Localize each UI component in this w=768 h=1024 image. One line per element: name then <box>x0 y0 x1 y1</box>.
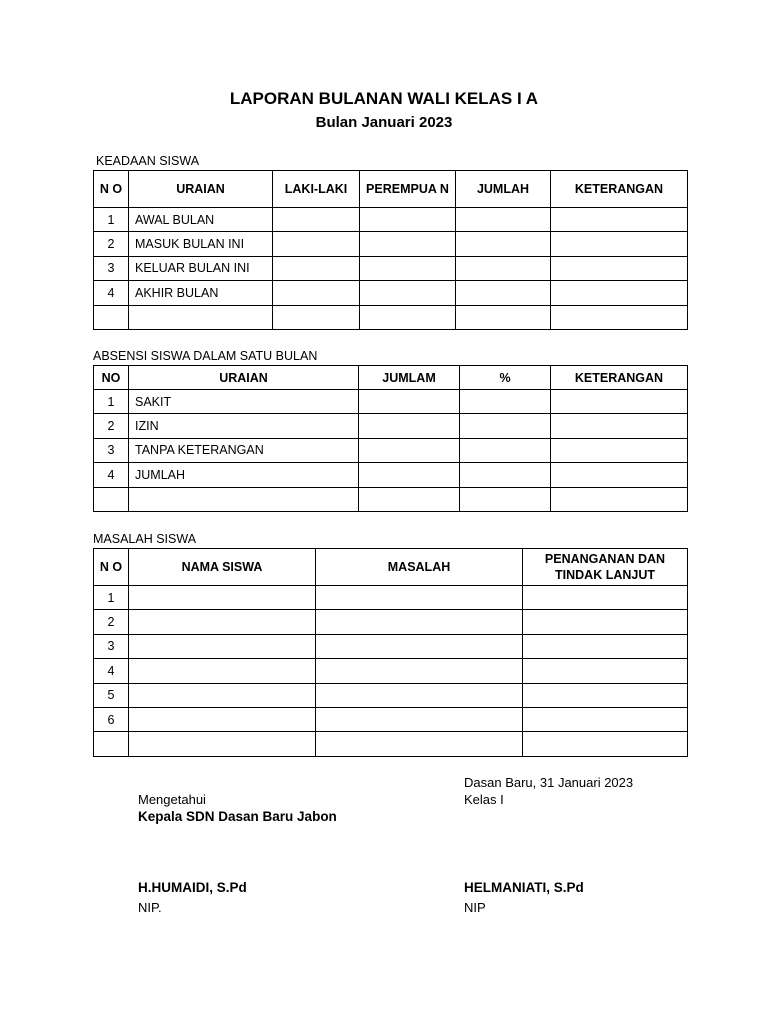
absensi-cell: TANPA KETERANGAN <box>129 438 359 462</box>
absensi-cell <box>359 438 460 462</box>
keadaan-row <box>94 232 688 256</box>
keadaan-row <box>94 208 688 232</box>
absensi-table <box>93 365 688 512</box>
keadaan-header-cell: PEREMPUA N <box>360 171 456 208</box>
masalah-header-cell: MASALAH <box>316 549 523 586</box>
absensi-cell <box>460 414 551 438</box>
masalah-cell <box>129 634 316 658</box>
keadaan-cell <box>551 256 688 280</box>
absensi-row <box>94 438 688 462</box>
keadaan-header-row <box>94 171 688 208</box>
keadaan-cell <box>360 208 456 232</box>
absensi-cell <box>460 487 551 511</box>
keadaan-cell: AKHIR BULAN <box>129 281 273 305</box>
masalah-cell <box>129 732 316 756</box>
keadaan-header-cell: N O <box>94 171 129 208</box>
absensi-cell <box>460 390 551 414</box>
masalah-cell <box>523 659 688 683</box>
left-signer-name: H.HUMAIDI, S.Pd <box>138 880 247 895</box>
keadaan-cell <box>551 281 688 305</box>
masalah-row <box>94 586 688 610</box>
absensi-cell <box>129 487 359 511</box>
masalah-cell <box>129 659 316 683</box>
keadaan-row <box>94 281 688 305</box>
masalah-cell <box>316 659 523 683</box>
absensi-cell: JUMLAH <box>129 463 359 487</box>
masalah-row <box>94 732 688 756</box>
absensi-header-cell: JUMLAM <box>359 366 460 390</box>
absensi-cell <box>359 487 460 511</box>
masalah-cell: 1 <box>94 586 129 610</box>
absensi-row <box>94 487 688 511</box>
masalah-cell: 6 <box>94 707 129 731</box>
absensi-header-cell: KETERANGAN <box>551 366 688 390</box>
keadaan-cell: AWAL BULAN <box>129 208 273 232</box>
masalah-cell <box>316 683 523 707</box>
masalah-header-cell: N O <box>94 549 129 586</box>
absensi-header-cell: URAIAN <box>129 366 359 390</box>
keadaan-table <box>93 170 688 330</box>
masalah-cell <box>523 732 688 756</box>
masalah-header-cell: NAMA SISWA <box>129 549 316 586</box>
keadaan-header-cell: KETERANGAN <box>551 171 688 208</box>
right-role: Kelas I <box>464 792 504 807</box>
masalah-cell <box>316 634 523 658</box>
absensi-header-row <box>94 366 688 390</box>
keadaan-cell <box>273 256 360 280</box>
keadaan-cell: 4 <box>94 281 129 305</box>
left-role: Kepala SDN Dasan Baru Jabon <box>138 809 337 824</box>
masalah-cell <box>316 610 523 634</box>
keadaan-cell <box>129 305 273 329</box>
keadaan-cell <box>456 232 551 256</box>
keadaan-cell: 3 <box>94 256 129 280</box>
masalah-row <box>94 610 688 634</box>
keadaan-cell <box>273 232 360 256</box>
masalah-cell <box>523 610 688 634</box>
keadaan-cell <box>360 281 456 305</box>
keadaan-cell <box>273 305 360 329</box>
masalah-cell: 4 <box>94 659 129 683</box>
keadaan-cell: 2 <box>94 232 129 256</box>
masalah-cell <box>523 707 688 731</box>
right-nip: NIP <box>464 900 486 915</box>
keadaan-cell <box>360 232 456 256</box>
masalah-cell <box>129 586 316 610</box>
absensi-cell <box>551 463 688 487</box>
absensi-header-cell: % <box>460 366 551 390</box>
absensi-cell: 4 <box>94 463 129 487</box>
masalah-header-cell: PENANGANAN DAN TINDAK LANJUT <box>523 549 688 586</box>
keadaan-cell <box>456 208 551 232</box>
keadaan-header-cell: LAKI-LAKI <box>273 171 360 208</box>
left-nip: NIP. <box>138 900 162 915</box>
absensi-cell <box>551 390 688 414</box>
masalah-cell <box>316 732 523 756</box>
keadaan-row <box>94 256 688 280</box>
masalah-cell <box>129 683 316 707</box>
masalah-cell <box>316 707 523 731</box>
masalah-row <box>94 707 688 731</box>
absensi-row <box>94 390 688 414</box>
keadaan-cell <box>456 256 551 280</box>
keadaan-row <box>94 305 688 329</box>
masalah-cell: 5 <box>94 683 129 707</box>
absensi-cell <box>359 414 460 438</box>
masalah-cell <box>94 732 129 756</box>
absensi-cell: 3 <box>94 438 129 462</box>
keadaan-cell <box>360 305 456 329</box>
keadaan-cell: MASUK BULAN INI <box>129 232 273 256</box>
keadaan-caption: KEADAAN SISWA <box>96 154 200 168</box>
absensi-cell <box>551 487 688 511</box>
absensi-cell: IZIN <box>129 414 359 438</box>
absensi-cell <box>359 463 460 487</box>
masalah-header-row <box>94 549 688 586</box>
keadaan-cell <box>456 305 551 329</box>
masalah-cell <box>129 610 316 634</box>
keadaan-cell <box>273 208 360 232</box>
absensi-cell <box>551 438 688 462</box>
keadaan-cell <box>273 281 360 305</box>
absensi-cell <box>460 463 551 487</box>
absensi-cell <box>551 414 688 438</box>
masalah-cell <box>523 586 688 610</box>
keadaan-cell <box>551 232 688 256</box>
masalah-row <box>94 634 688 658</box>
masalah-table <box>93 548 688 757</box>
absensi-row <box>94 463 688 487</box>
keadaan-cell <box>94 305 129 329</box>
masalah-row <box>94 683 688 707</box>
page-title: LAPORAN BULANAN WALI KELAS I A <box>229 89 539 108</box>
masalah-row <box>94 659 688 683</box>
page-subtitle: Bulan Januari 2023 <box>315 114 453 131</box>
keadaan-cell: 1 <box>94 208 129 232</box>
keadaan-cell <box>456 281 551 305</box>
masalah-cell <box>316 586 523 610</box>
masalah-cell <box>523 683 688 707</box>
absensi-caption: ABSENSI SISWA DALAM SATU BULAN <box>93 349 318 363</box>
keadaan-header-cell: JUMLAH <box>456 171 551 208</box>
absensi-cell <box>359 390 460 414</box>
left-line1: Mengetahui <box>138 792 206 807</box>
keadaan-cell <box>360 256 456 280</box>
absensi-cell: SAKIT <box>129 390 359 414</box>
masalah-cell <box>129 707 316 731</box>
masalah-caption: MASALAH SISWA <box>93 532 197 546</box>
absensi-cell: 2 <box>94 414 129 438</box>
keadaan-header-cell: URAIAN <box>129 171 273 208</box>
keadaan-cell: KELUAR BULAN INI <box>129 256 273 280</box>
right-signer-name: HELMANIATI, S.Pd <box>464 880 584 895</box>
masalah-cell: 3 <box>94 634 129 658</box>
place-date: Dasan Baru, 31 Januari 2023 <box>464 775 634 790</box>
absensi-cell: 1 <box>94 390 129 414</box>
keadaan-cell <box>551 305 688 329</box>
absensi-cell <box>460 438 551 462</box>
keadaan-cell <box>551 208 688 232</box>
absensi-cell <box>94 487 129 511</box>
absensi-header-cell: NO <box>94 366 129 390</box>
masalah-cell: 2 <box>94 610 129 634</box>
absensi-row <box>94 414 688 438</box>
masalah-cell <box>523 634 688 658</box>
